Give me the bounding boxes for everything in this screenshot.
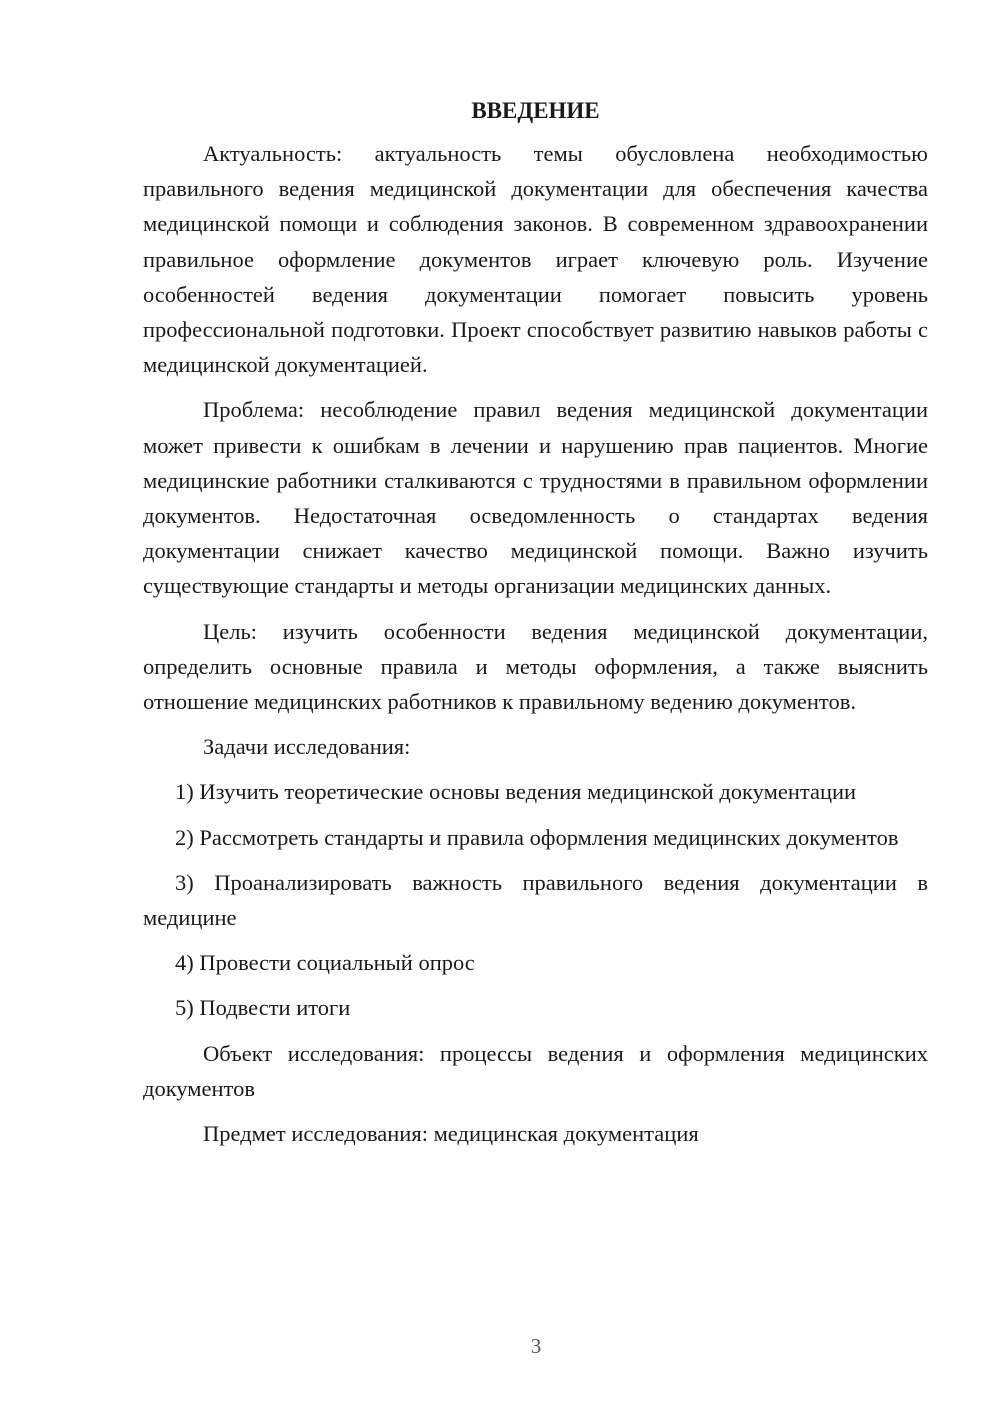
document-page (143, 93, 928, 1151)
task-item-5: 5) Подвести итоги (175, 995, 351, 1021)
relevance-paragraph: Актуальность: актуальность темы обусловлена необходимостью правильного ведения медицинской документации для обеспечения качества медицинской помощи и соблюдения законов. В современном здравоохранении правильное оформление документов играет ключевую роль. Изучение особенностей ведения документации помогает повысить уровень профессиональной подготовки. Проект способствует развитию навыков работы с медицинской документацией. (143, 141, 928, 378)
problem-paragraph: Проблема: несоблюдение правил ведения медицинской документации может привести к ошибкам в лечении и нарушению прав пациентов. Многие медицинские работники сталкиваются с трудностями в правильном оформлении документов. Недостаточная осведомленность о стандартах ведения документации снижает качество медицинской помощи. Важно изучить существующие стандарты и методы организации медицинских данных. (143, 397, 928, 599)
tasks-heading: Задачи исследования: (203, 734, 411, 760)
task-item-2: 2) Рассмотреть стандарты и правила оформления медицинских документов (175, 824, 899, 850)
goal-paragraph: Цель: изучить особенности ведения медицинской документации, определить основные правила и методы оформления, а также выяснить отношение медицинских работников к правильному ведению документов. (143, 618, 928, 715)
subject-paragraph: Предмет исследования: медицинская документация (203, 1121, 699, 1147)
task-item-3: 3) Проанализировать важность правильного ведения документации в медицине (143, 869, 928, 931)
page-number: 3 (530, 1334, 542, 1358)
task-item-1: 1) Изучить теоретические основы ведения медицинской документации (175, 779, 857, 805)
object-paragraph: Объект исследования: процессы ведения и оформления медицинских документов (143, 1040, 928, 1101)
page-title: ВВЕДЕНИЕ (471, 98, 600, 123)
task-item-4: 4) Провести социальный опрос (175, 950, 475, 976)
